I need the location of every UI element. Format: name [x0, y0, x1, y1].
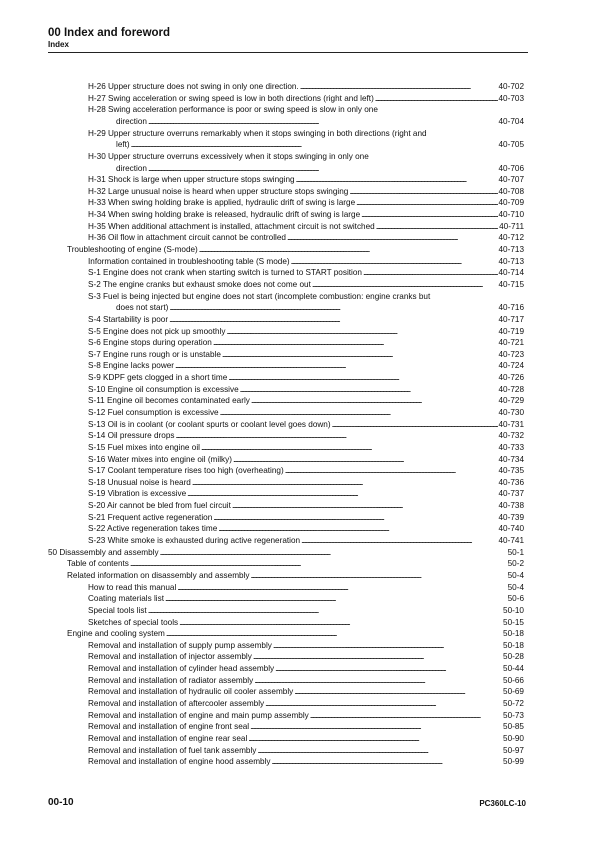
toc-entry-page: 40-729 [498, 396, 524, 406]
toc-entry-title: H-26 Upper structure does not swing in only one direction. [88, 82, 299, 91]
toc-entry-page: 40-705 [498, 140, 524, 150]
toc-entry-title: H-33 When swing holding brake is applied, hydraulic drift of swing is large [88, 198, 356, 208]
dot-leader [253, 651, 502, 663]
toc-entry-page: 50-72 [503, 699, 524, 709]
dot-leader [160, 547, 507, 559]
toc-entry[interactable] [48, 651, 524, 663]
dot-leader [257, 745, 502, 757]
toc-entry[interactable] [48, 197, 524, 209]
dot-leader [301, 535, 497, 547]
toc-entry-title: Special tools list [88, 605, 147, 615]
toc-entry-title: How to read this manual [88, 582, 177, 592]
chapter-title: 00 Index and foreword [48, 27, 171, 39]
toc-entry-page: 40-719 [498, 326, 524, 336]
toc-entry-title: S-8 Engine lacks power [88, 361, 175, 371]
toc-entry-page: 50-90 [503, 733, 524, 743]
toc-entry[interactable] [48, 500, 524, 512]
toc-entry-title: S-20 Air cannot be bled from fuel circuit [88, 501, 231, 511]
toc-entry-title: Removal and installation of supply pump assembly [88, 640, 272, 650]
toc-entry[interactable] [48, 337, 524, 349]
toc-entry[interactable] [48, 523, 524, 535]
header-divider [48, 52, 528, 53]
toc-entry-title: S-12 Fuel consumption is excessive [88, 408, 219, 417]
dot-leader [222, 349, 498, 361]
toc-entry-title: Removal and installation of engine and main pump assembly [88, 710, 309, 720]
toc-entry-page: 50-1 [507, 547, 524, 557]
toc-entry[interactable] [48, 442, 524, 454]
toc-entry-page: 50-99 [503, 757, 524, 767]
toc-entry-title: S-22 Active regeneration takes time [88, 524, 218, 534]
dot-leader [192, 477, 498, 489]
dot-leader [300, 81, 498, 93]
toc-entry-title: Related information on disassembly and assembly [67, 570, 250, 580]
toc-entry-page: 50-10 [503, 605, 524, 615]
dot-leader [232, 500, 498, 512]
dot-leader [148, 605, 502, 617]
toc-entry-title: Sketches of special tools [88, 617, 179, 627]
dot-leader [287, 232, 498, 244]
toc-entry[interactable] [48, 279, 524, 291]
dot-leader [272, 756, 503, 768]
toc-entry-title: Removal and installation of fuel tank assembly [88, 745, 257, 755]
toc-entry[interactable] [48, 221, 524, 233]
toc-entry[interactable] [48, 256, 524, 268]
toc-entry-page: 50-4 [507, 570, 524, 580]
toc-entry-title: H-27 Swing acceleration or swing speed is low in both directions (right and left) [88, 93, 374, 103]
dot-leader [233, 454, 498, 466]
toc-entry-title: S-5 Engine does not pick up smoothly [88, 326, 226, 336]
toc-entry-title: S-23 White smoke is exhausted during active regeneration [88, 536, 301, 546]
toc-entry-title: Removal and installation of cylinder head assembly [88, 664, 275, 674]
toc-entry[interactable] [48, 174, 524, 186]
toc-entry[interactable] [48, 512, 524, 524]
toc-entry[interactable] [48, 104, 524, 127]
toc-entry-title: Removal and installation of engine rear seal [88, 733, 248, 743]
toc-entry-page: 40-709 [498, 198, 524, 208]
toc-entry-page: 50-66 [503, 675, 524, 685]
toc-entry-page: 50-85 [503, 722, 524, 732]
toc-entry[interactable] [48, 314, 524, 326]
toc-entry[interactable] [48, 81, 524, 93]
dot-leader [220, 407, 498, 419]
dot-leader [356, 197, 497, 209]
dot-leader [349, 186, 497, 198]
toc-entry-page: 50-4 [507, 582, 524, 592]
toc-entry-title: Removal and installation of aftercooler assembly [88, 699, 265, 709]
toc-entry-title-continued: direction [116, 116, 147, 126]
dot-leader [199, 244, 498, 256]
toc-entry-page: 50-15 [503, 617, 524, 627]
dot-leader [363, 267, 498, 279]
toc-entry-page: 50-18 [503, 640, 524, 650]
section-subtitle: Index [48, 40, 69, 49]
toc-entry-title: S-6 Engine stops during operation [88, 338, 212, 348]
toc-entry[interactable] [48, 675, 524, 687]
toc-entry-page: 40-741 [498, 536, 524, 546]
dot-leader [361, 209, 497, 221]
toc-entry-title: S-9 KDPF gets clogged in a short time [88, 373, 228, 383]
toc-entry[interactable] [48, 756, 524, 768]
dot-leader [310, 710, 502, 722]
dot-leader [285, 465, 498, 477]
toc-entry-title: H-34 When swing holding brake is released, hydraulic drift of swing is large [88, 210, 361, 220]
toc-entry-page: 40-716 [498, 303, 524, 313]
toc-entry-page: 40-733 [498, 442, 524, 452]
toc-entry-page: 40-724 [498, 361, 524, 371]
dot-leader [248, 733, 502, 745]
toc-entry-title: S-16 Water mixes into engine oil (milky) [88, 454, 232, 464]
toc-entry[interactable] [48, 488, 524, 500]
toc-entry-title: H-32 Large unusual noise is heard when upper structure stops swinging [88, 186, 349, 196]
toc-entry-page: 50-44 [503, 664, 524, 674]
toc-entry[interactable] [48, 535, 524, 547]
toc-entry-title: S-4 Startability is poor [88, 314, 169, 324]
toc-entry-title: H-36 Oil flow in attachment circuit cannot be controlled [88, 233, 286, 243]
toc-entry[interactable] [48, 570, 524, 582]
toc-entry[interactable] [48, 686, 524, 698]
dot-leader [177, 582, 506, 594]
toc-entry-page: 40-736 [498, 477, 524, 487]
dot-leader [228, 372, 497, 384]
dot-leader [294, 686, 502, 698]
toc-entry-page: 40-737 [498, 489, 524, 499]
toc-entry-page: 40-717 [498, 314, 524, 324]
dot-leader [169, 302, 497, 314]
dot-leader [213, 512, 497, 524]
toc-entry-page: 40-714 [498, 268, 524, 278]
toc-entry[interactable] [48, 640, 524, 652]
toc-entry-title: Table of contents [67, 559, 129, 569]
toc-entry[interactable] [48, 419, 524, 431]
toc-entry-page: 40-730 [498, 408, 524, 417]
toc-entry[interactable] [48, 628, 524, 640]
toc-entry[interactable] [48, 558, 524, 570]
dot-leader [201, 442, 498, 454]
toc-entry-page: 40-708 [498, 186, 524, 196]
toc-entry[interactable] [48, 384, 524, 396]
toc-entry-title: Removal and installation of injector assembly [88, 652, 252, 662]
toc-entry-title: H-31 Shock is large when upper structure stops swinging [88, 175, 295, 185]
toc-entry-page: 40-735 [498, 466, 524, 476]
dot-leader [130, 558, 507, 570]
dot-leader [165, 593, 507, 605]
toc-entry-title: S-17 Coolant temperature rises too high (overheating) [88, 466, 284, 476]
toc-entry[interactable] [48, 733, 524, 745]
toc-entry-page: 40-706 [498, 163, 524, 173]
dot-leader [131, 139, 498, 151]
dot-leader [273, 640, 502, 652]
dot-leader [251, 395, 498, 407]
dot-leader [250, 721, 502, 733]
toc-entry[interactable] [48, 547, 524, 559]
toc-entry-page: 40-740 [498, 524, 524, 534]
toc-entry-page: 50-6 [507, 594, 524, 604]
toc-entry-title: Information contained in troubleshooting table (S mode) [88, 256, 290, 266]
toc-entry-page: 40-734 [498, 454, 524, 464]
toc-entry-title: H-35 When additional attachment is installed, attachment circuit is not switched [88, 221, 375, 231]
toc-entry[interactable] [48, 698, 524, 710]
toc-entry-page: 50-2 [507, 559, 524, 569]
page-number: 00-10 [48, 797, 74, 808]
toc-entry[interactable] [48, 407, 524, 419]
toc-entry[interactable] [48, 326, 524, 338]
toc-entry[interactable] [48, 710, 524, 722]
toc-entry-page: 40-715 [498, 279, 524, 289]
toc-entry[interactable] [48, 186, 524, 198]
toc-entry-title: H-29 Upper structure overruns remarkably when it stops swinging in both directions (right and [88, 128, 427, 138]
dot-leader [226, 326, 497, 338]
toc-entry-title: Removal and installation of radiator assembly [88, 675, 254, 685]
toc-entry-page: 40-732 [498, 431, 524, 441]
toc-entry-title: S-1 Engine does not crank when starting switch is turned to START position [88, 268, 362, 278]
toc-entry-title: S-2 The engine cranks but exhaust smoke does not come out [88, 279, 311, 289]
toc-entry[interactable] [48, 477, 524, 489]
toc-entry-title: S-21 Frequent active regeneration [88, 512, 213, 522]
toc-entry[interactable] [48, 360, 524, 372]
toc-entry-title: S-3 Fuel is being injected but engine does not start (incomplete combustion: engine cranks but [88, 291, 431, 301]
toc-entry-page: 40-704 [498, 116, 524, 126]
dot-leader [218, 523, 497, 535]
toc-entry[interactable] [48, 721, 524, 733]
toc-entry[interactable] [48, 128, 524, 151]
toc-entry-title: Removal and installation of hydraulic oil cooler assembly [88, 687, 294, 697]
toc-entry[interactable] [48, 454, 524, 466]
page-header [48, 27, 528, 50]
toc-entry-page: 50-69 [503, 687, 524, 697]
toc-entry-title-continued: left) [116, 140, 130, 150]
toc-entry-page: 40-703 [498, 93, 524, 103]
toc-entry[interactable] [48, 593, 524, 605]
dot-leader [166, 628, 502, 640]
toc-entry-page: 50-18 [503, 629, 524, 639]
dot-leader [187, 488, 497, 500]
toc-entry-title-continued: direction [116, 163, 147, 173]
toc-entry-title-continued: does not start) [116, 303, 169, 313]
dot-leader [275, 663, 502, 675]
toc-entry-page: 40-702 [498, 82, 524, 91]
dot-leader [332, 419, 498, 431]
toc-entry[interactable] [48, 745, 524, 757]
toc-entry-title: Removal and installation of engine front seal [88, 722, 250, 732]
toc-entry[interactable] [48, 465, 524, 477]
toc-entry-page: 50-73 [503, 710, 524, 720]
dot-leader [175, 360, 497, 372]
toc-entry-title: S-10 Engine oil consumption is excessive [88, 384, 239, 394]
toc-entry-page: 40-738 [498, 501, 524, 511]
toc-entry-page: 50-97 [503, 745, 524, 755]
toc-entry[interactable] [48, 395, 524, 407]
toc-entry-page: 40-713 [498, 245, 524, 255]
model-number: PC360LC-10 [479, 799, 526, 808]
toc-entry[interactable] [48, 430, 524, 442]
toc-entry-page: 40-728 [498, 384, 524, 394]
toc-entry[interactable] [48, 617, 524, 629]
dot-leader [312, 279, 498, 291]
toc-entry-title: H-30 Upper structure overruns excessively when it stops swinging in only one [88, 151, 369, 161]
toc-entry[interactable] [48, 151, 524, 174]
toc-entry[interactable] [48, 244, 524, 256]
toc-entry[interactable] [48, 605, 524, 617]
dot-leader [254, 675, 502, 687]
dot-leader [213, 337, 498, 349]
toc-entry-title: H-28 Swing acceleration performance is poor or swing speed is slow in only one [88, 105, 378, 115]
toc-entry-title: Removal and installation of engine hood assembly [88, 757, 271, 767]
toc-entry-title: S-18 Unusual noise is heard [88, 477, 191, 487]
toc-entry[interactable] [48, 663, 524, 675]
toc-entry-page: 50-28 [503, 652, 524, 662]
toc-entry-title: S-19 Vibration is excessive [88, 489, 187, 499]
dot-leader [148, 163, 498, 175]
toc-entry[interactable] [48, 372, 524, 384]
toc-entry-page: 40-713 [498, 256, 524, 266]
toc-entry-page: 40-726 [498, 373, 524, 383]
dot-leader [169, 314, 497, 326]
toc-entry-page: 40-710 [498, 210, 524, 220]
toc-entry-title: S-7 Engine runs rough or is unstable [88, 349, 221, 359]
toc-entry[interactable] [48, 93, 524, 105]
dot-leader [251, 570, 507, 582]
toc-entry-title: Troubleshooting of engine (S-mode) [67, 245, 198, 255]
toc-entry[interactable] [48, 267, 524, 279]
toc-entry-page: 40-711 [499, 221, 524, 231]
toc-entry[interactable] [48, 582, 524, 594]
toc-entry-page: 40-723 [498, 349, 524, 359]
dot-leader [179, 617, 502, 629]
toc-entry-title: 50 Disassembly and assembly [48, 547, 159, 557]
dot-leader [148, 116, 498, 128]
toc-entry-title: Engine and cooling system [67, 629, 165, 639]
toc-entry[interactable] [48, 232, 524, 244]
dot-leader [175, 430, 497, 442]
dot-leader [265, 698, 502, 710]
toc-entry-title: S-11 Engine oil becomes contaminated early [88, 396, 250, 406]
toc-entry-page: 40-731 [498, 419, 524, 429]
toc-entry[interactable] [48, 349, 524, 361]
dot-leader [240, 384, 498, 396]
dot-leader [375, 93, 498, 105]
toc-entry-page: 40-721 [498, 338, 524, 348]
dot-leader [376, 221, 498, 233]
toc-entry[interactable] [48, 209, 524, 221]
table-of-contents [48, 81, 524, 768]
toc-entry-title: S-14 Oil pressure drops [88, 431, 175, 441]
toc-entry-title: S-13 Oil is in coolant (or coolant spurts or coolant level goes down) [88, 419, 331, 429]
toc-entry-page: 40-739 [498, 512, 524, 522]
dot-leader [296, 174, 498, 186]
toc-entry-title: Coating materials list [88, 594, 164, 604]
toc-entry-page: 40-707 [498, 175, 524, 185]
toc-entry[interactable] [48, 291, 524, 314]
toc-entry-page: 40-712 [498, 233, 524, 243]
toc-entry-title: S-15 Fuel mixes into engine oil [88, 442, 200, 452]
dot-leader [291, 256, 498, 268]
